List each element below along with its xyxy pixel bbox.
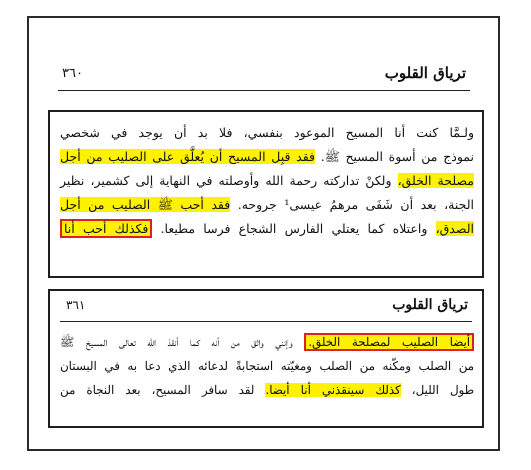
text-line <box>60 122 474 146</box>
excerpt-panel-top <box>48 110 484 278</box>
highlighted-text: فقد أحب ﷺ الصليب من أجل <box>60 197 231 212</box>
text-run: ولـمَّا كنت أنا المسيح الموعود بنفسي، فلا بد أن يوجد في شخصي <box>60 125 474 140</box>
boxed-highlight: أيضا الصليب لمصلحة الخلق. <box>304 333 474 351</box>
text-line <box>60 218 474 242</box>
text-line <box>60 146 474 170</box>
text-run: لقد سافر المسيح، بعد النجاة من <box>60 383 266 397</box>
text-run: وإنني واثق من أنه كما أنقذ الله تعالى المسيحَ ﷺ <box>60 335 305 349</box>
page-number: ٣٦٠ <box>62 66 83 81</box>
highlighted-text: فقد قبِل المسيح أن يُعلَّق على الصليب من أجل <box>60 149 316 164</box>
boxed-highlight: فكذلك أحب أنا <box>60 219 152 238</box>
text-line <box>60 170 474 194</box>
highlighted-text: كذلك سينقذني أنا أيضا. <box>265 383 401 397</box>
text-line <box>60 379 474 403</box>
running-title: ترياق القلوب <box>384 64 466 82</box>
running-title: ترياق القلوب <box>392 297 468 313</box>
text-run: الجنة، بعد أن شَفَى مرهمُ عيسى¹ جروحه. <box>230 197 475 212</box>
excerpt-panel-bottom <box>48 289 484 428</box>
highlighted-text: مصلحة الخلق، <box>397 173 474 188</box>
text-run: طول الليل، <box>400 383 474 397</box>
page-header-361 <box>60 297 472 317</box>
page-header-360 <box>58 64 470 91</box>
text-line <box>60 355 474 379</box>
text-run: نموذج من أسوة المسيح ﷺ. <box>315 149 474 164</box>
header-rule <box>60 321 472 322</box>
text-run: واعتلاه كما يعتلي الفارس الشجاع فرسا مطيعا. <box>152 221 436 236</box>
page-number: ٣٦١ <box>66 298 86 312</box>
text-line <box>60 194 474 218</box>
text-line <box>60 331 474 355</box>
highlighted-text: الصدق، <box>435 221 474 236</box>
text-run: من الصلب ومكّنه من الصلب ومغيّته استجابةً لدعائه الذي دعا به في البستان <box>60 359 474 373</box>
text-block <box>60 331 474 403</box>
text-block <box>60 122 474 242</box>
text-run: ولكنْ تداركته رحمة الله وأوصلته في النهاية إلى كشمير، نظير <box>60 173 398 188</box>
